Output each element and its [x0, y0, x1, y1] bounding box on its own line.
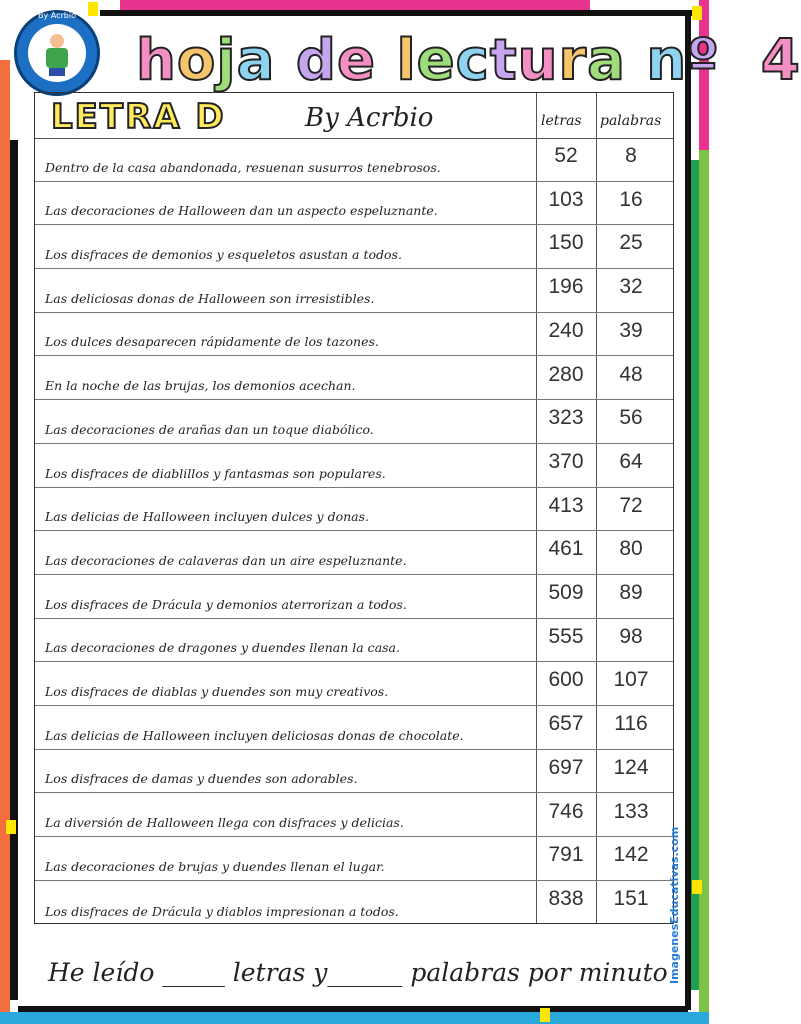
cumulative-letters: 461 — [548, 537, 584, 561]
table-row — [35, 269, 673, 313]
title-letter: j — [216, 28, 237, 93]
table-row — [35, 400, 673, 444]
title-letter: o — [176, 28, 217, 93]
reading-sentence: Los disfraces de Drácula y diablos impresionan a todos. — [45, 903, 399, 919]
frame-left-inner-stripe — [10, 140, 18, 1000]
cumulative-letters: 150 — [548, 231, 584, 255]
table-header — [35, 93, 673, 139]
title-letter — [720, 28, 761, 93]
reading-sentence: Los disfraces de diablas y duendes son muy creativos. — [45, 684, 389, 700]
table-row — [35, 837, 673, 881]
letter-tag: LETRA D — [51, 97, 226, 137]
title-letter — [626, 28, 647, 93]
reading-sentence: Los dulces desaparecen rápidamente de los tazones. — [45, 334, 379, 350]
cumulative-letters: 600 — [548, 668, 584, 692]
reading-sentence: Las decoraciones de calaveras dan un aire espeluznante. — [45, 552, 407, 568]
byline: By Acrbio — [305, 103, 434, 133]
cumulative-letters: 697 — [548, 755, 584, 779]
title-letter: t — [489, 28, 518, 93]
cumulative-letters: 746 — [548, 799, 584, 823]
logo-text: By Acrbio — [38, 11, 76, 20]
table-row — [35, 531, 673, 575]
cumulative-letters: 509 — [548, 581, 584, 604]
cumulative-letters: 52 — [554, 144, 578, 167]
title-letter: u — [517, 28, 559, 93]
cumulative-letters: 413 — [548, 493, 584, 517]
table-row — [35, 488, 673, 532]
table-row — [35, 750, 673, 794]
table-row — [35, 619, 673, 663]
reading-table — [34, 92, 674, 924]
title-letter: º — [687, 28, 720, 93]
yellow-dot — [692, 880, 702, 894]
title-letter: l — [396, 28, 417, 93]
reading-sentence: La diversión de Halloween llega con disfraces y delicias. — [45, 815, 404, 831]
title-letter: 4 — [760, 28, 801, 93]
cumulative-letters: 657 — [548, 712, 584, 736]
table-row — [35, 357, 673, 401]
cumulative-letters: 791 — [548, 843, 584, 867]
column-header-letters: letras — [541, 113, 582, 129]
cumulative-words: 133 — [613, 799, 649, 823]
table-row — [35, 662, 673, 706]
title-letter — [275, 28, 296, 93]
reading-sentence: Los disfraces de damas y duendes son adorables. — [45, 771, 358, 787]
reading-sentence: Las delicias de Halloween incluyen deliciosas donas de chocolate. — [45, 727, 464, 743]
page-title — [136, 26, 801, 96]
yellow-dot — [692, 6, 702, 20]
reading-sentence: Los disfraces de demonios y esqueletos asustan a todos. — [45, 247, 402, 263]
cumulative-letters: 280 — [548, 362, 584, 386]
logo-badge — [28, 24, 86, 82]
table-row — [35, 575, 673, 619]
reading-sentence: Los disfraces de diablillos y fantasmas son populares. — [45, 465, 386, 481]
title-letter: c — [455, 28, 490, 93]
kid-head-icon — [50, 34, 64, 48]
cumulative-letters: 838 — [548, 886, 584, 910]
reading-result-line: He leído _____ letras y______ palabras por minuto — [48, 958, 668, 987]
title-letter: a — [236, 28, 276, 93]
frame-top-inner-stripe — [100, 10, 700, 16]
cumulative-words: 124 — [613, 755, 649, 779]
title-letter: e — [336, 28, 376, 93]
cumulative-letters: 323 — [548, 406, 584, 430]
cumulative-letters: 240 — [548, 318, 584, 342]
cumulative-words: 39 — [619, 318, 643, 342]
kid-legs-icon — [49, 68, 65, 76]
cumulative-words: 48 — [619, 362, 643, 386]
title-letter: r — [558, 28, 588, 93]
reading-sentence: En la noche de las brujas, los demonios acechan. — [45, 378, 356, 394]
cumulative-words: 80 — [619, 537, 643, 561]
cumulative-words: 32 — [619, 275, 643, 299]
title-letter: h — [136, 28, 177, 93]
reading-sentence: Las decoraciones de dragones y duendes llenan la casa. — [45, 640, 400, 656]
table-row — [35, 706, 673, 750]
reading-sentence: Los disfraces de Drácula y demonios aterrorizan a todos. — [45, 596, 407, 612]
title-letter — [376, 28, 397, 93]
yellow-dot — [540, 1008, 550, 1022]
title-letter: d — [295, 28, 337, 93]
yellow-dot — [6, 820, 16, 834]
table-row — [35, 138, 673, 182]
reading-sentence: Las deliciosas donas de Halloween son irresistibles. — [45, 290, 375, 306]
frame-bottom-stripe — [0, 1012, 709, 1024]
table-row — [35, 794, 673, 838]
cumulative-words: 116 — [614, 712, 648, 736]
frame-top-stripe — [120, 0, 590, 10]
cumulative-words: 98 — [619, 624, 643, 648]
reading-sentence: Las delicias de Halloween incluyen dulces y donas. — [45, 509, 370, 525]
cumulative-words: 56 — [619, 406, 643, 430]
title-letter: e — [416, 28, 456, 93]
cumulative-words: 64 — [619, 449, 643, 473]
table-row — [35, 444, 673, 488]
reading-sentence: Dentro de la casa abandonada, resuenan susurros tenebrosos. — [45, 159, 441, 175]
cumulative-words: 107 — [613, 668, 649, 692]
title-letter: n — [646, 28, 688, 93]
reading-sentence: Las decoraciones de brujas y duendes llenan el lugar. — [45, 858, 385, 874]
frame-bottom-inner-stripe — [18, 1006, 688, 1012]
title-letter: a — [587, 28, 626, 93]
cumulative-letters: 196 — [548, 275, 584, 299]
frame-right-darkgreen-stripe — [691, 160, 699, 990]
cumulative-words: 89 — [619, 581, 643, 604]
table-row — [35, 225, 673, 269]
cumulative-words: 142 — [613, 843, 649, 867]
cumulative-letters: 103 — [548, 187, 584, 211]
reading-sentence: Las decoraciones de Halloween dan un aspecto espeluznante. — [45, 203, 438, 219]
author-logo — [14, 10, 100, 96]
cumulative-letters: 555 — [548, 624, 584, 648]
kid-body-icon — [46, 48, 68, 68]
column-header-words: palabras — [600, 113, 662, 129]
cumulative-letters: 370 — [548, 449, 584, 473]
cumulative-words: 151 — [613, 886, 649, 910]
table-row — [35, 182, 673, 226]
site-watermark: ImagenesEducativas.com — [668, 826, 681, 984]
frame-left-stripe — [0, 60, 10, 1020]
table-row — [35, 881, 673, 925]
cumulative-words: 25 — [619, 231, 643, 255]
cumulative-words: 16 — [619, 187, 643, 211]
reading-sentence: Las decoraciones de arañas dan un toque diabólico. — [45, 421, 374, 437]
table-row — [35, 313, 673, 357]
cumulative-words: 8 — [625, 144, 637, 167]
cumulative-words: 72 — [619, 493, 643, 517]
